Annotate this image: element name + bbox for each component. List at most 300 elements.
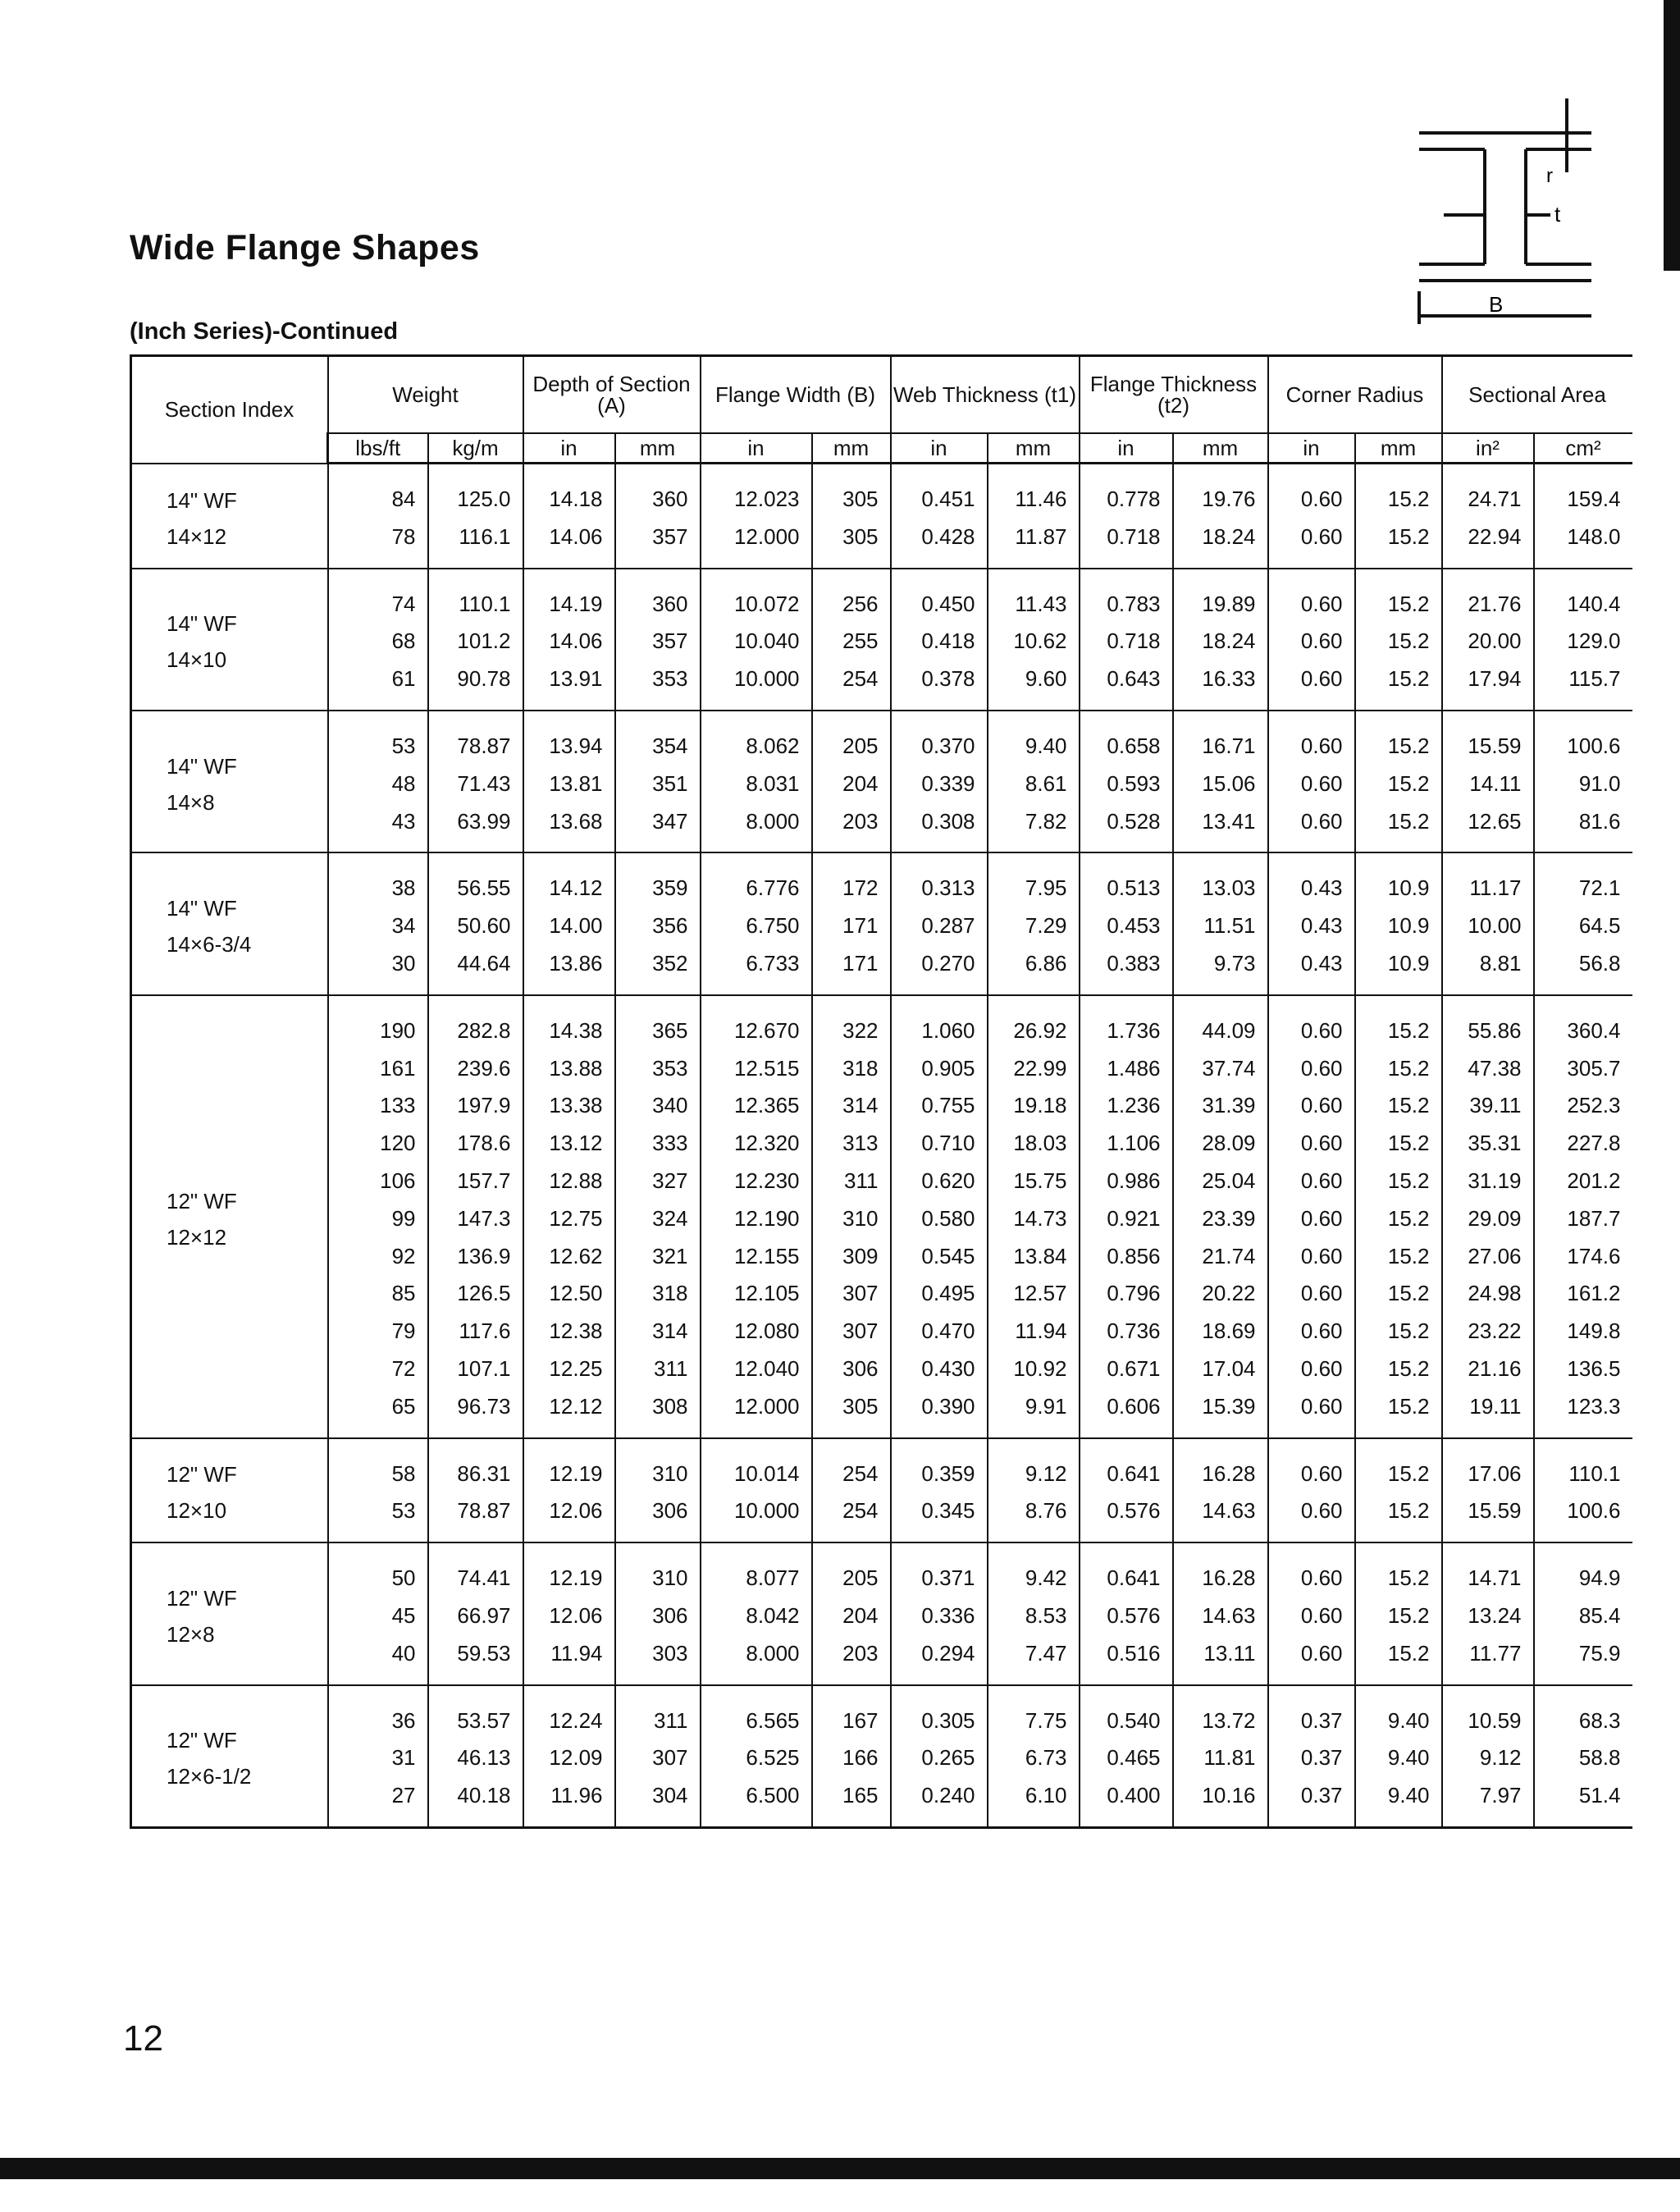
table-cell: 0.710 — [921, 1131, 975, 1156]
section-label: 12×8 — [167, 1621, 215, 1647]
table-cell: 61 — [391, 666, 416, 692]
table-cell: 55.86 — [1468, 1017, 1522, 1043]
table-cell: 15.2 — [1387, 1393, 1430, 1419]
table-cell: 322 — [842, 1017, 879, 1043]
value-column-cell — [523, 995, 615, 1438]
value-column-cell — [891, 711, 988, 852]
table-cell: 14.12 — [549, 875, 603, 901]
value-column-cell — [1534, 569, 1632, 711]
table-cell: 0.336 — [921, 1602, 975, 1628]
table-cell: 14.00 — [549, 913, 603, 939]
table-cell: 9.40 — [1387, 1745, 1430, 1771]
section-label: 12" WF — [167, 1188, 237, 1213]
value-column-cell — [1173, 1542, 1268, 1684]
unit-header: in — [523, 433, 615, 464]
table-cell: 0.60 — [1300, 487, 1343, 511]
table-cell: 0.540 — [1107, 1707, 1161, 1733]
table-cell: 15.2 — [1387, 1243, 1430, 1268]
value-column-cell — [428, 852, 523, 994]
value-column-cell — [812, 1438, 891, 1543]
table-cell: 44.64 — [457, 950, 511, 976]
table-cell: 21.74 — [1202, 1243, 1256, 1268]
table-cell: 6.10 — [1025, 1783, 1067, 1808]
table-cell: 0.580 — [921, 1205, 975, 1231]
table-cell: 110.1 — [1568, 1460, 1621, 1486]
table-cell: 12.000 — [733, 523, 800, 549]
table-cell: 8.077 — [746, 1565, 800, 1591]
table-cell: 333 — [652, 1131, 688, 1156]
value-column-cell — [812, 852, 891, 994]
flange-diagram — [1407, 82, 1645, 328]
table-cell: 13.91 — [549, 666, 603, 692]
value-column-cell — [1534, 711, 1632, 852]
table-cell: 0.308 — [921, 808, 975, 834]
value-column-cell — [1173, 852, 1268, 994]
header-section-index: Section Index — [131, 356, 328, 464]
page-title: Wide Flange Shapes — [130, 228, 480, 267]
section-label: 14×10 — [167, 647, 227, 673]
section-label: 12×6-1/2 — [167, 1764, 252, 1789]
table-cell: 0.671 — [1107, 1355, 1161, 1381]
table-cell: 90.78 — [457, 666, 511, 692]
table-cell: 161.2 — [1567, 1281, 1621, 1306]
table-cell: 36 — [391, 1707, 416, 1733]
value-column-cell — [1080, 1438, 1173, 1543]
table-cell: 23.22 — [1468, 1319, 1522, 1344]
table-cell: 31.19 — [1468, 1168, 1522, 1193]
table-cell: 357 — [652, 628, 688, 654]
table-cell: 187.7 — [1567, 1205, 1621, 1231]
table-cell: 205 — [842, 1565, 879, 1591]
table-cell: 75.9 — [1578, 1640, 1621, 1666]
table-cell: 0.778 — [1107, 487, 1161, 511]
table-cell: 14.63 — [1202, 1498, 1256, 1524]
value-column-cell — [988, 711, 1080, 852]
value-column-cell — [891, 995, 988, 1438]
table-cell: 15.06 — [1202, 770, 1256, 796]
table-cell: 22.99 — [1013, 1055, 1067, 1081]
unit-header: in — [1080, 433, 1173, 464]
table-cell: 13.72 — [1202, 1707, 1256, 1733]
value-column-cell — [523, 569, 615, 711]
table-cell: 282.8 — [457, 1017, 511, 1043]
table-cell: 72.1 — [1578, 875, 1621, 901]
value-column-cell — [812, 464, 891, 569]
section-group — [131, 995, 1632, 1438]
table-cell: 310 — [652, 1565, 688, 1591]
table-cell: 15.2 — [1387, 770, 1430, 796]
table-cell: 167 — [842, 1707, 879, 1733]
section-index-cell — [131, 995, 328, 1438]
table-cell: 7.95 — [1025, 875, 1067, 901]
unit-header: cm² — [1534, 433, 1632, 464]
value-column-cell — [1534, 852, 1632, 994]
value-column-cell — [1268, 852, 1355, 994]
table-cell: 0.718 — [1107, 523, 1161, 549]
table-cell: 31 — [391, 1745, 416, 1771]
table-cell: 203 — [842, 808, 879, 834]
header-flange-width: Flange Width (B) — [701, 356, 891, 434]
table-cell: 19.11 — [1469, 1393, 1522, 1419]
table-cell: 15.2 — [1387, 523, 1430, 549]
table-cell: 40 — [391, 1640, 416, 1666]
table-cell: 12.365 — [733, 1093, 800, 1118]
table-cell: 10.000 — [733, 666, 800, 692]
table-cell: 0.305 — [921, 1707, 975, 1733]
value-column-cell — [1173, 464, 1268, 569]
section-label: 14" WF — [167, 753, 237, 779]
value-column-cell — [1173, 711, 1268, 852]
table-cell: 24.71 — [1468, 487, 1522, 511]
table-cell: 11.87 — [1015, 523, 1067, 549]
section-label: 14×6-3/4 — [167, 932, 252, 957]
table-cell: 0.43 — [1300, 950, 1343, 976]
table-cell: 12.65 — [1468, 808, 1522, 834]
table-cell: 92 — [391, 1243, 416, 1268]
table-cell: 15.75 — [1013, 1168, 1067, 1193]
table-cell: 64.5 — [1578, 913, 1621, 939]
table-cell: 100.6 — [1567, 733, 1621, 758]
table-cell: 352 — [652, 950, 688, 976]
value-column-cell — [988, 464, 1080, 569]
table-cell: 306 — [842, 1355, 879, 1381]
table-cell: 227.8 — [1567, 1131, 1621, 1156]
table-cell: 0.453 — [1107, 913, 1161, 939]
table-cell: 1.236 — [1107, 1093, 1161, 1118]
table-cell: 0.718 — [1107, 628, 1161, 654]
value-column-cell — [615, 711, 701, 852]
table-cell: 15.2 — [1387, 1565, 1430, 1591]
value-column-cell — [1268, 995, 1355, 1438]
value-column-cell — [328, 995, 428, 1438]
section-group — [131, 1438, 1632, 1543]
table-cell: 11.43 — [1015, 591, 1067, 616]
table-cell: 1.486 — [1107, 1055, 1161, 1081]
value-column-cell — [1442, 1685, 1534, 1828]
table-cell: 0.641 — [1107, 1565, 1161, 1591]
table-cell: 14.06 — [549, 523, 603, 549]
table-cell: 13.86 — [549, 950, 603, 976]
table-cell: 351 — [652, 770, 688, 796]
value-column-cell — [701, 569, 812, 711]
table-cell: 15.2 — [1387, 591, 1430, 616]
table-cell: 8.000 — [746, 808, 800, 834]
table-cell: 8.81 — [1479, 950, 1522, 976]
table-cell: 347 — [652, 808, 688, 834]
value-column-cell — [615, 1438, 701, 1543]
section-label: 14×8 — [167, 789, 215, 815]
value-column-cell — [328, 464, 428, 569]
table-cell: 18.03 — [1013, 1131, 1067, 1156]
value-column-cell — [1534, 1542, 1632, 1684]
table-cell: 23.39 — [1202, 1205, 1256, 1231]
table-cell: 78 — [391, 523, 416, 549]
table-cell: 84 — [391, 487, 416, 511]
table-cell: 17.04 — [1202, 1355, 1256, 1381]
table-cell: 15.2 — [1387, 1355, 1430, 1381]
value-column-cell — [1355, 852, 1442, 994]
table-cell: 0.60 — [1300, 1243, 1343, 1268]
value-column-cell — [1442, 995, 1534, 1438]
table-cell: 12.57 — [1013, 1281, 1067, 1306]
table-cell: 6.500 — [746, 1783, 800, 1808]
table-cell: 0.60 — [1300, 1319, 1343, 1344]
table-cell: 0.339 — [921, 770, 975, 796]
table-cell: 0.60 — [1300, 591, 1343, 616]
value-column-cell — [1534, 1438, 1632, 1543]
table-cell: 309 — [842, 1243, 879, 1268]
value-column-cell — [701, 1685, 812, 1828]
table-cell: 16.71 — [1202, 733, 1256, 758]
table-cell: 16.28 — [1202, 1565, 1256, 1591]
table-cell: 18.24 — [1202, 523, 1256, 549]
page-bottom-edge — [0, 2158, 1680, 2179]
table-cell: 0.450 — [921, 591, 975, 616]
table-cell: 9.12 — [1479, 1745, 1522, 1771]
unit-header: kg/m — [428, 433, 523, 464]
table-cell: 9.91 — [1025, 1393, 1067, 1419]
table-cell: 8.031 — [746, 770, 800, 796]
table-cell: 0.516 — [1107, 1640, 1161, 1666]
table-cell: 178.6 — [457, 1131, 511, 1156]
table-cell: 311 — [654, 1355, 688, 1381]
table-cell: 30 — [391, 950, 416, 976]
unit-header: in — [891, 433, 988, 464]
table-cell: 7.97 — [1479, 1783, 1522, 1808]
unit-header: mm — [1173, 433, 1268, 464]
table-cell: 0.240 — [921, 1783, 975, 1808]
table-cell: 0.287 — [921, 913, 975, 939]
unit-header: in — [701, 433, 812, 464]
table-cell: 0.383 — [1107, 950, 1161, 976]
value-column-cell — [891, 1542, 988, 1684]
table-cell: 15.2 — [1387, 1460, 1430, 1486]
table-cell: 159.4 — [1567, 487, 1621, 511]
table-cell: 12.040 — [733, 1355, 800, 1381]
value-column-cell — [1173, 569, 1268, 711]
table-cell: 0.370 — [921, 733, 975, 758]
table-cell: 147.3 — [457, 1205, 511, 1231]
table-cell: 12.25 — [549, 1355, 603, 1381]
table-cell: 15.2 — [1387, 1602, 1430, 1628]
table-cell: 58.8 — [1578, 1745, 1621, 1771]
section-label: 12×12 — [167, 1224, 227, 1250]
value-column-cell — [328, 852, 428, 994]
value-column-cell — [1080, 1685, 1173, 1828]
table-cell: 197.9 — [457, 1093, 511, 1118]
value-column-cell — [1355, 995, 1442, 1438]
table-cell: 306 — [652, 1602, 688, 1628]
value-column-cell — [1268, 711, 1355, 852]
table-cell: 15.2 — [1387, 1093, 1430, 1118]
table-cell: 12.19 — [549, 1565, 603, 1591]
table-cell: 91.0 — [1578, 770, 1621, 796]
value-column-cell — [701, 1542, 812, 1684]
table-cell: 100.6 — [1567, 1498, 1621, 1524]
table-cell: 53.57 — [457, 1707, 511, 1733]
table-cell: 0.576 — [1107, 1498, 1161, 1524]
table-cell: 59.53 — [457, 1640, 511, 1666]
value-column-cell — [891, 1438, 988, 1543]
table-cell: 0.528 — [1107, 808, 1161, 834]
table-cell: 165 — [842, 1783, 879, 1808]
table-cell: 0.465 — [1107, 1745, 1161, 1771]
value-column-cell — [615, 464, 701, 569]
table-cell: 360 — [652, 487, 688, 511]
value-column-cell — [1355, 1685, 1442, 1828]
table-cell: 20.00 — [1468, 628, 1522, 654]
table-cell: 18.69 — [1202, 1319, 1256, 1344]
table-cell: 0.513 — [1107, 875, 1161, 901]
table-cell: 34 — [391, 913, 416, 939]
table-cell: 107.1 — [457, 1355, 511, 1381]
table-cell: 12.06 — [549, 1602, 603, 1628]
table-cell: 12.230 — [733, 1168, 800, 1193]
table-cell: 1.106 — [1107, 1131, 1161, 1156]
table-cell: 310 — [652, 1460, 688, 1486]
table-cell: 311 — [844, 1168, 879, 1193]
table-cell: 204 — [842, 1602, 879, 1628]
table-cell: 120 — [380, 1131, 416, 1156]
value-column-cell — [523, 1438, 615, 1543]
value-column-cell — [428, 1542, 523, 1684]
section-group — [131, 1685, 1632, 1828]
table-cell: 305.7 — [1567, 1055, 1621, 1081]
section-index-cell — [131, 569, 328, 711]
table-cell: 13.94 — [549, 733, 603, 758]
table-cell: 11.81 — [1203, 1745, 1256, 1771]
value-column-cell — [428, 569, 523, 711]
table-cell: 133 — [380, 1093, 416, 1118]
table-cell: 0.359 — [921, 1460, 975, 1486]
table-cell: 10.072 — [733, 591, 800, 616]
section-group — [131, 852, 1632, 994]
table-cell: 12.19 — [549, 1460, 603, 1486]
table-cell: 15.2 — [1387, 1131, 1430, 1156]
value-column-cell — [701, 464, 812, 569]
value-column-cell — [1268, 569, 1355, 711]
table-cell: 0.755 — [921, 1093, 975, 1118]
table-cell: 0.270 — [921, 950, 975, 976]
table-cell: 85.4 — [1578, 1602, 1621, 1628]
value-column-cell — [891, 569, 988, 711]
value-column-cell — [615, 1685, 701, 1828]
value-column-cell — [1442, 852, 1534, 994]
value-column-cell — [891, 852, 988, 994]
value-column-cell — [1173, 1685, 1268, 1828]
table-cell: 10.16 — [1202, 1783, 1256, 1808]
table-cell: 307 — [842, 1319, 879, 1344]
table-cell: 14.73 — [1013, 1205, 1067, 1231]
table-cell: 359 — [652, 875, 688, 901]
table-cell: 66.97 — [457, 1602, 511, 1628]
table-cell: 14.18 — [549, 487, 603, 511]
table-cell: 86.31 — [457, 1460, 511, 1486]
table-cell: 74 — [391, 591, 416, 616]
table-cell: 148.0 — [1567, 523, 1621, 549]
table-cell: 205 — [842, 733, 879, 758]
table-cell: 0.495 — [921, 1281, 975, 1306]
table-cell: 65 — [391, 1393, 416, 1419]
table-cell: 99 — [391, 1205, 416, 1231]
section-index-cell — [131, 852, 328, 994]
table-cell: 58 — [391, 1460, 416, 1486]
table-cell: 10.9 — [1387, 913, 1430, 939]
table-cell: 166 — [842, 1745, 879, 1771]
value-column-cell — [891, 464, 988, 569]
value-column-cell — [812, 1685, 891, 1828]
value-column-cell — [1080, 852, 1173, 994]
table-cell: 13.03 — [1202, 875, 1256, 901]
table-cell: 125.0 — [457, 487, 511, 511]
table-cell: 126.5 — [457, 1281, 511, 1306]
value-column-cell — [1355, 464, 1442, 569]
value-column-cell — [988, 1542, 1080, 1684]
table-cell: 27 — [391, 1783, 416, 1808]
table-cell: 0.451 — [921, 487, 975, 511]
table-cell: 7.47 — [1025, 1640, 1067, 1666]
table-cell: 6.565 — [746, 1707, 800, 1733]
table-cell: 11.77 — [1469, 1640, 1522, 1666]
table-cell: 50.60 — [457, 913, 511, 939]
table-cell: 31.39 — [1202, 1093, 1256, 1118]
table-cell: 15.2 — [1387, 666, 1430, 692]
table-cell: 0.606 — [1107, 1393, 1161, 1419]
table-cell: 161 — [380, 1055, 416, 1081]
value-column-cell — [891, 1685, 988, 1828]
unit-header: in² — [1442, 433, 1534, 464]
table-cell: 0.428 — [921, 523, 975, 549]
table-cell: 204 — [842, 770, 879, 796]
table-cell: 12.105 — [733, 1281, 800, 1306]
table-cell: 8.042 — [746, 1602, 800, 1628]
table-cell: 0.593 — [1107, 770, 1161, 796]
table-cell: 254 — [842, 1460, 879, 1486]
table-cell: 12.62 — [549, 1243, 603, 1268]
table-cell: 0.60 — [1300, 1602, 1343, 1628]
value-column-cell — [1534, 464, 1632, 569]
table-cell: 357 — [652, 523, 688, 549]
page-number: 12 — [123, 2018, 163, 2059]
value-column-cell — [328, 1438, 428, 1543]
table-cell: 313 — [842, 1131, 879, 1156]
section-label: 12" WF — [167, 1462, 237, 1488]
table-cell: 8.76 — [1025, 1498, 1067, 1524]
table-cell: 24.98 — [1468, 1281, 1522, 1306]
value-column-cell — [615, 852, 701, 994]
table-cell: 136.9 — [457, 1243, 511, 1268]
table-cell: 8.000 — [746, 1640, 800, 1666]
table-cell: 0.60 — [1300, 1093, 1343, 1118]
table-cell: 12.023 — [733, 487, 800, 511]
table-cell: 11.17 — [1469, 875, 1522, 901]
page-edge-shadow — [1664, 0, 1680, 271]
table-cell: 0.390 — [921, 1393, 975, 1419]
table-cell: 63.99 — [457, 808, 511, 834]
table-cell: 314 — [842, 1093, 879, 1118]
table-cell: 101.2 — [457, 628, 511, 654]
table-cell: 0.418 — [921, 628, 975, 654]
table-cell: 79 — [391, 1319, 416, 1344]
table-cell: 157.7 — [457, 1168, 511, 1193]
table-cell: 8.53 — [1025, 1602, 1067, 1628]
table-cell: 10.9 — [1387, 875, 1430, 901]
table-cell: 12.06 — [549, 1498, 603, 1524]
table-cell: 15.2 — [1387, 487, 1430, 511]
value-column-cell — [1080, 1542, 1173, 1684]
value-column-cell — [812, 711, 891, 852]
table-cell: 117.6 — [459, 1319, 511, 1344]
